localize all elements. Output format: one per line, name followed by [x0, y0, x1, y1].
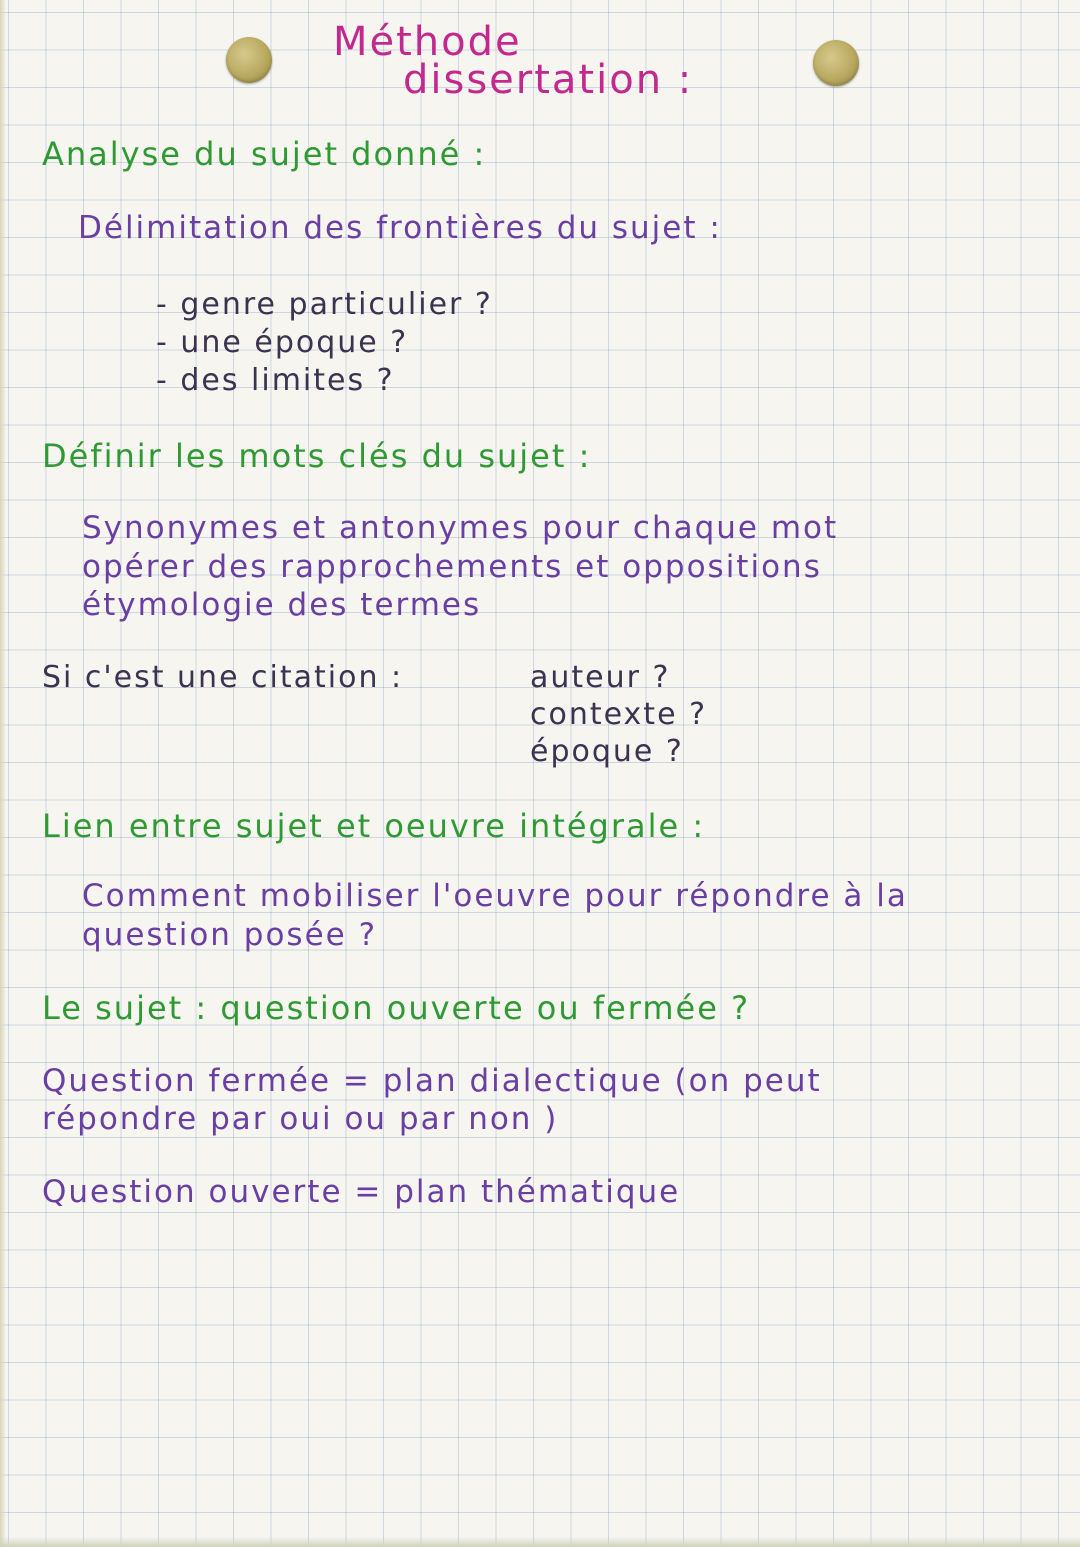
citation-item-auteur: auteur ? [530, 660, 671, 695]
lien-line-2: question posée ? [82, 917, 378, 953]
definir-line-2: opérer des rapprochements et oppositions [82, 549, 822, 585]
heading-definir: Définir les mots clés du sujet : [42, 437, 592, 475]
ouverte-line: Question ouverte = plan thématique [42, 1174, 681, 1210]
lien-line-1: Comment mobiliser l'oeuvre pour répondre à la [82, 878, 908, 914]
fermee-line-1: Question fermée = plan dialectique (on peut [42, 1063, 822, 1099]
binder-hole-right [813, 40, 859, 86]
page-title-line-2: dissertation : [403, 57, 694, 103]
fermee-line-2: répondre par oui ou par non ) [42, 1101, 559, 1137]
citation-item-epoque: époque ? [530, 734, 684, 769]
subheading-delimitation: Délimitation des frontières du sujet : [78, 210, 722, 246]
heading-lien: Lien entre sujet et oeuvre intégrale : [42, 807, 706, 845]
heading-analyse: Analyse du sujet donné : [42, 135, 487, 173]
citation-label: Si c'est une citation : [42, 660, 404, 695]
citation-item-contexte: contexte ? [530, 697, 707, 732]
definir-line-1: Synonymes et antonymes pour chaque mot [82, 510, 839, 546]
page-title-line-1: Méthode [333, 19, 522, 65]
list-item-limites: - des limites ? [156, 363, 395, 398]
list-item-epoque: - une époque ? [156, 325, 409, 360]
definir-line-3: étymologie des termes [82, 587, 482, 623]
heading-sujet: Le sujet : question ouverte ou fermée ? [42, 989, 751, 1027]
list-item-genre: - genre particulier ? [156, 287, 493, 322]
binder-hole-left [226, 37, 272, 83]
